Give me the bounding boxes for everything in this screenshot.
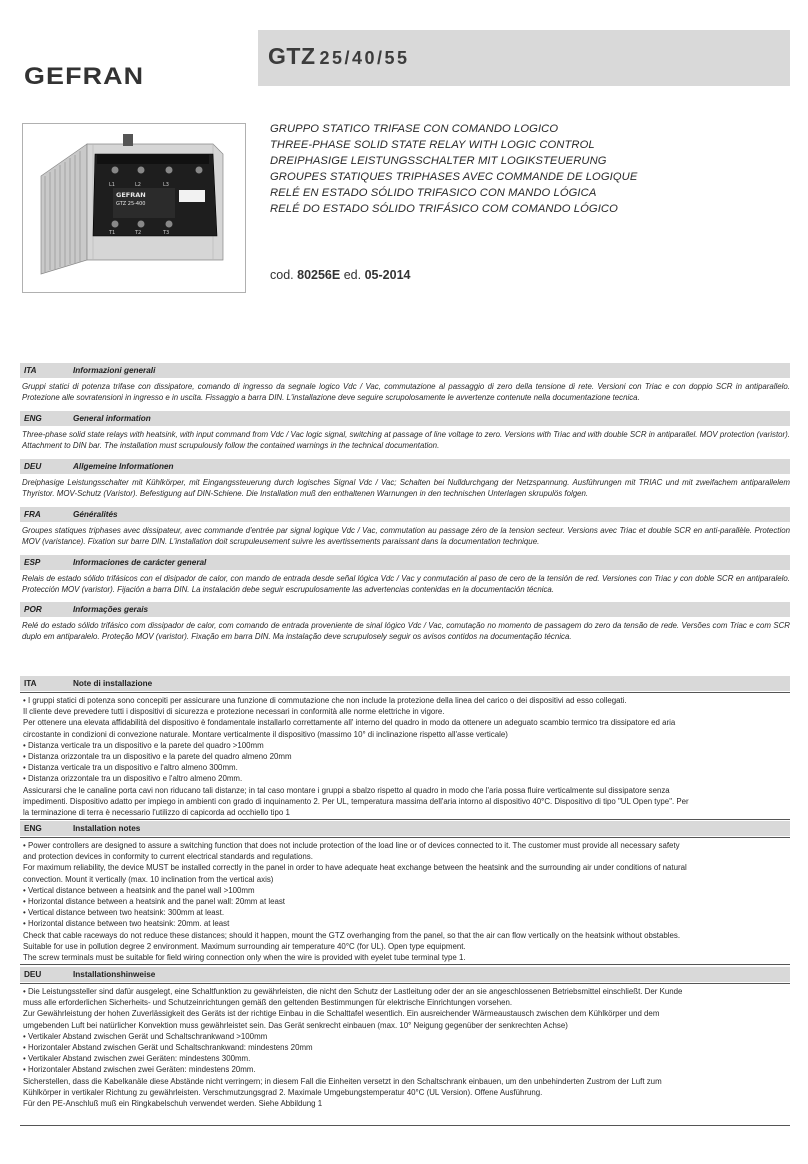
edition-date: 05-2014 (364, 268, 411, 282)
note-line: • Die Leistungssteller sind dafür ausgelegt, eine Schaltfunktion zu gewährleisten, die nicht den Schutz der Lastleitung oder der an sie angeschlossenen Betriebsmittel einschließt. Der Kunde (23, 987, 683, 996)
general-info-text-esp: Relais de estado sólido trifásicos con el disipador de calor, con mando de entrada desde señal lógica Vdc / Vac y conmutación al paso de cero de la tensión de red. Versiones con Triac y con doble SCR en antiparalelo. Protección MOV (varistor). Fijación a barra DIN. La instalación debe seguir escrupulosamente las advertencias contenidas en la documentación técnica. (22, 574, 790, 595)
note-line: • Horizontaler Abstand zwischen Gerät und Schaltschrankwand: mindestens 20mm (23, 1043, 313, 1053)
install-notes-head-deu: DEU Installationshinweise (20, 967, 790, 982)
note-line: Il cliente deve prevedere tutti i dispositivi di sicurezza e protezione necessari in conformità alle norme elettriche in vigore. (23, 707, 445, 717)
note-line: For maximum reliability, the device MUST be installed correctly in the panel in order to have adequate heat exchange between the heatsink and the surrounding air under conditions of natural (23, 863, 687, 873)
install-notes-head-ita: ITA Note di installazione (20, 676, 790, 691)
note-line: Für den PE-Anschluß muß ein Ringkabelschuh verwendet werden. Siehe Abbildung 1 (23, 1099, 323, 1109)
model-name: GTZ (268, 43, 316, 69)
note-line: • Vertical distance between a heatsink and the panel wall >100mm (23, 885, 255, 895)
note-line: convection. Mount it vertically (max. 10 inclination from the vertical axis) (23, 874, 274, 884)
note-line: Zur Gewährleistung der hohen Zuverlässigkeit des Geräts ist der richtige Einbau in die Schalttafel wesentlich. Ein ausreichender Wärmeaustausch zwischen dem Kühlkörper und dem (23, 1009, 660, 1019)
terminal-t3: T3 (163, 230, 170, 236)
terminal-l1: L1 (109, 182, 115, 188)
general-info-head-por: POR Informações gerais (20, 602, 790, 617)
note-line: and protection devices in conformity to current electrical standards and regulations. (23, 852, 313, 862)
note-line: • Power controllers are designed to assure a switching function that does not include protection of the load line or of devices connected to it. The customer must provide all necessary safety (23, 841, 680, 850)
note-line: • Horizontaler Abstand zwischen zwei Geräten: mindestens 20mm. (23, 1065, 256, 1075)
model-title (268, 43, 410, 70)
note-line: • Vertikaler Abstand zwischen zwei Geräten: mindestens 300mm. (23, 1054, 251, 1064)
install-notes-head-eng: ENG Installation notes (20, 821, 790, 836)
general-info-text-eng: Three-phase solid state relays with heatsink, with input command from Vdc / Vac logic signal, switching at passage of line voltage to zero. Versions with Triac and with double SCR in antiparallel. MOV protection (varistor). Attachment to DIN bar. The installation must scrupulously follow the contained warnings in the technical documentation. (22, 430, 790, 451)
general-info-head-deu: DEU Allgemeine Informationen (20, 459, 790, 474)
title-eng: THREE-PHASE SOLID STATE RELAY WITH LOGIC CONTROL (270, 139, 595, 152)
note-line: • Distanza orizzontale tra un dispositivo e la parete del quadro almeno 20mm (23, 752, 292, 762)
note-line: • Distanza verticale tra un dispositivo e la parete del quadro >100mm (23, 740, 264, 750)
general-info-text-ita: Gruppi statici di potenza trifase con dissipatore, comando di ingresso da segnale logico Vdc / Vac, commutazione al passaggio di zero della tensione di rete. Versioni con Triac e con doppio SCR in antiparallelo. Protezione alle sovratensioni in ingresso e in uscita. Fissaggio a barra DIN. L'installazione deve seguire scrupolosamente le avvertenze contenute nella documentazione tecnica. (22, 382, 790, 403)
code-number: 80256E (297, 268, 341, 282)
title-deu: DREIPHASIGE LEISTUNGSSCHALTER MIT LOGIKSTEUERUNG (270, 155, 607, 168)
general-info-head-ita: ITA Informazioni generali (20, 363, 790, 378)
product-titles (270, 121, 790, 218)
brand-logo: GEFRAN (24, 63, 145, 90)
note-line: Check that cable raceways do not reduce these distances; should it happen, mount the GTZ overhanging from the panel, so that the air can flow vertically on the heatsink without obstables. (23, 930, 681, 940)
note-line: Suitable for use in pollution degree 2 environment. Maximum surrounding air temperature 40°C (for UL). Open type equipment. (23, 941, 466, 951)
note-line: • Vertikaler Abstand zwischen Gerät und Schaltschrankwand >100mm (23, 1031, 268, 1041)
title-ita: GRUPPO STATICO TRIFASE CON COMANDO LOGICO (270, 123, 559, 135)
terminal-l3: L3 (163, 182, 169, 188)
device-brand: GEFRAN (116, 191, 146, 199)
model-numbers: 25/40/55 (319, 48, 410, 68)
device-model: GTZ 25-400 (116, 201, 146, 207)
note-line: muss alle erforderlichen Sicherheits- und Schutzeinrichtungen gemäß den geltenden Bestimmungen für elektrische Einrichtungen vorsehen. (23, 998, 513, 1008)
note-line: • I gruppi statici di potenza sono concepiti per assicurare una funzione di commutazione che non include la protezione della linea del carico o dei dispositivi ad esso collegati. (23, 696, 627, 705)
note-line: Per ottenere una elevata affidabilità del dispositivo è fondamentale installarlo correttamente all' interno del quadro in modo da ottenere un adeguato scambio termico tra dissipatore ed aria (23, 718, 676, 728)
note-line: The screw terminals must be suitable for field wiring connection only when the wire is provided with eyelet tube terminal type 1. (23, 953, 466, 963)
general-info-head-eng: ENG General information (20, 411, 790, 426)
install-notes-body-ita (20, 692, 790, 820)
note-line: • Vertical distance between two heatsink: 300mm at least. (23, 908, 225, 918)
title-esp: RELÉ EN ESTADO SÓLIDO TRIFASICO CON MANDO LÓGICA (270, 187, 597, 200)
note-line: Kühlkörper in vertikaler Richtung zu gewährleisten. Verschmutzungsgrad 2. Maximale Umgebungstemperatur 40°C (UL Version). Offene Ausführung. (23, 1087, 543, 1097)
install-notes-body-deu (20, 983, 790, 1126)
general-info-head-fra: FRA Généralités (20, 507, 790, 522)
note-line: impedimenti. Dispositivo adatto per impiego in ambienti con grado di inquinamento 2. Per UL, temperatura massima dell'aria intorno al dispositivo 40°C. Dispositivo di tipo "UL Open type". Per (23, 796, 689, 806)
terminal-l2: L2 (135, 182, 141, 188)
general-info-text-por: Relé do estado sólido trifásico com dissipador de calor, com comando de entrada proveniente de sinal lógico Vdc / Vac, comutação no momento de passagem do zero da tensão de rede. Versões com Triac e com SCR duplo em antiparalelo. Proteção MOV (varistor). Fixação em barra DIN. Ma instalação deve scrupulosely seguir os avisos contidos na documentação técnica. (22, 621, 790, 642)
note-line: • Horizontal distance between a heatsink and the panel wall: 20mm at least (23, 897, 285, 907)
general-info-head-esp: ESP Informaciones de carácter general (20, 555, 790, 570)
title-por: RELÉ DO ESTADO SÓLIDO TRIFÁSICO COM COMANDO LÓGICO (270, 203, 618, 216)
terminal-t1: T1 (109, 230, 116, 236)
note-line: Sicherstellen, dass die Kabelkanäle diese Abstände nicht verringern; in diesem Fall die Einheiten versetzt in den Schaltschrank einbauen, um den unbehinderten Zustrom der Luft zum (23, 1076, 662, 1086)
note-line: umgebenden Luft bei natürlicher Konvektion muss gewährleistet sein. Das Gerät senkrecht einbauen (max. 10° Neigung gegenüber der senkrechten Achse) (23, 1020, 568, 1030)
edition-label: ed. (343, 268, 362, 282)
code-prefix: cod. (270, 268, 294, 282)
title-band (258, 30, 790, 86)
note-line: • Horizontal distance between two heatsink: 20mm. at least (23, 919, 230, 929)
terminal-t2: T2 (135, 230, 142, 236)
note-line: circostante in condizioni di convezione naturale. Montare verticalmente il dispositivo (massimo 10° di inclinazione rispetto all'asse verticale) (23, 729, 508, 739)
install-notes-body-eng (20, 837, 790, 965)
note-line: Assicurarsi che le canaline porta cavi non riducano tali distanze; in tal caso montare i gruppi a sbalzo rispetto al quadro in modo che l'aria possa fluire verticalmente sul dissipatore senza (23, 785, 670, 795)
note-line: • Distanza verticale tra un dispositivo e l'altro almeno 300mm. (23, 763, 238, 773)
document-code (270, 268, 410, 282)
general-info-text-fra: Groupes statiques triphases avec dissipateur, avec commande d'entrée par signal logique Vdc / Vac, commutation au passage zéro de la tension secteur. Versions avec Triac et double SCR en anti-parallèle. Protection MOV (varistance). Fixation sur barre DIN. L'installation doit scrupuleusement suivre les avertissements paraissant dans la documentation technique. (22, 526, 790, 547)
general-info-text-deu: Dreiphasige Leistungsschalter mit Kühlkörper, mit Eingangssteuerung durch logisches Signal Vdc / Vac; Schalten bei Nulldurchgang der Netzspannung. Ausführungen mit TRIAC und mit zweifachem antiparallelem Thyristor. MOV-Schutz (Varistor). Befestigung auf DIN-Schiene. Die Installation muß den enthaltenen Warnungen in den technischen Unterlagen skrupulös folgen. (22, 478, 790, 499)
product-photo (22, 123, 246, 293)
note-line: • Distanza orizzontale tra un dispositivo e l'altro almeno 20mm. (23, 774, 243, 784)
title-fra: GROUPES STATIQUES TRIPHASES AVEC COMMANDE DE LOGIQUE (270, 171, 638, 184)
relay-illustration (23, 124, 245, 292)
note-line: la terminazione di terra è necessario l'utilizzo di capicorda ad occhiello tipo 1 (23, 808, 290, 818)
